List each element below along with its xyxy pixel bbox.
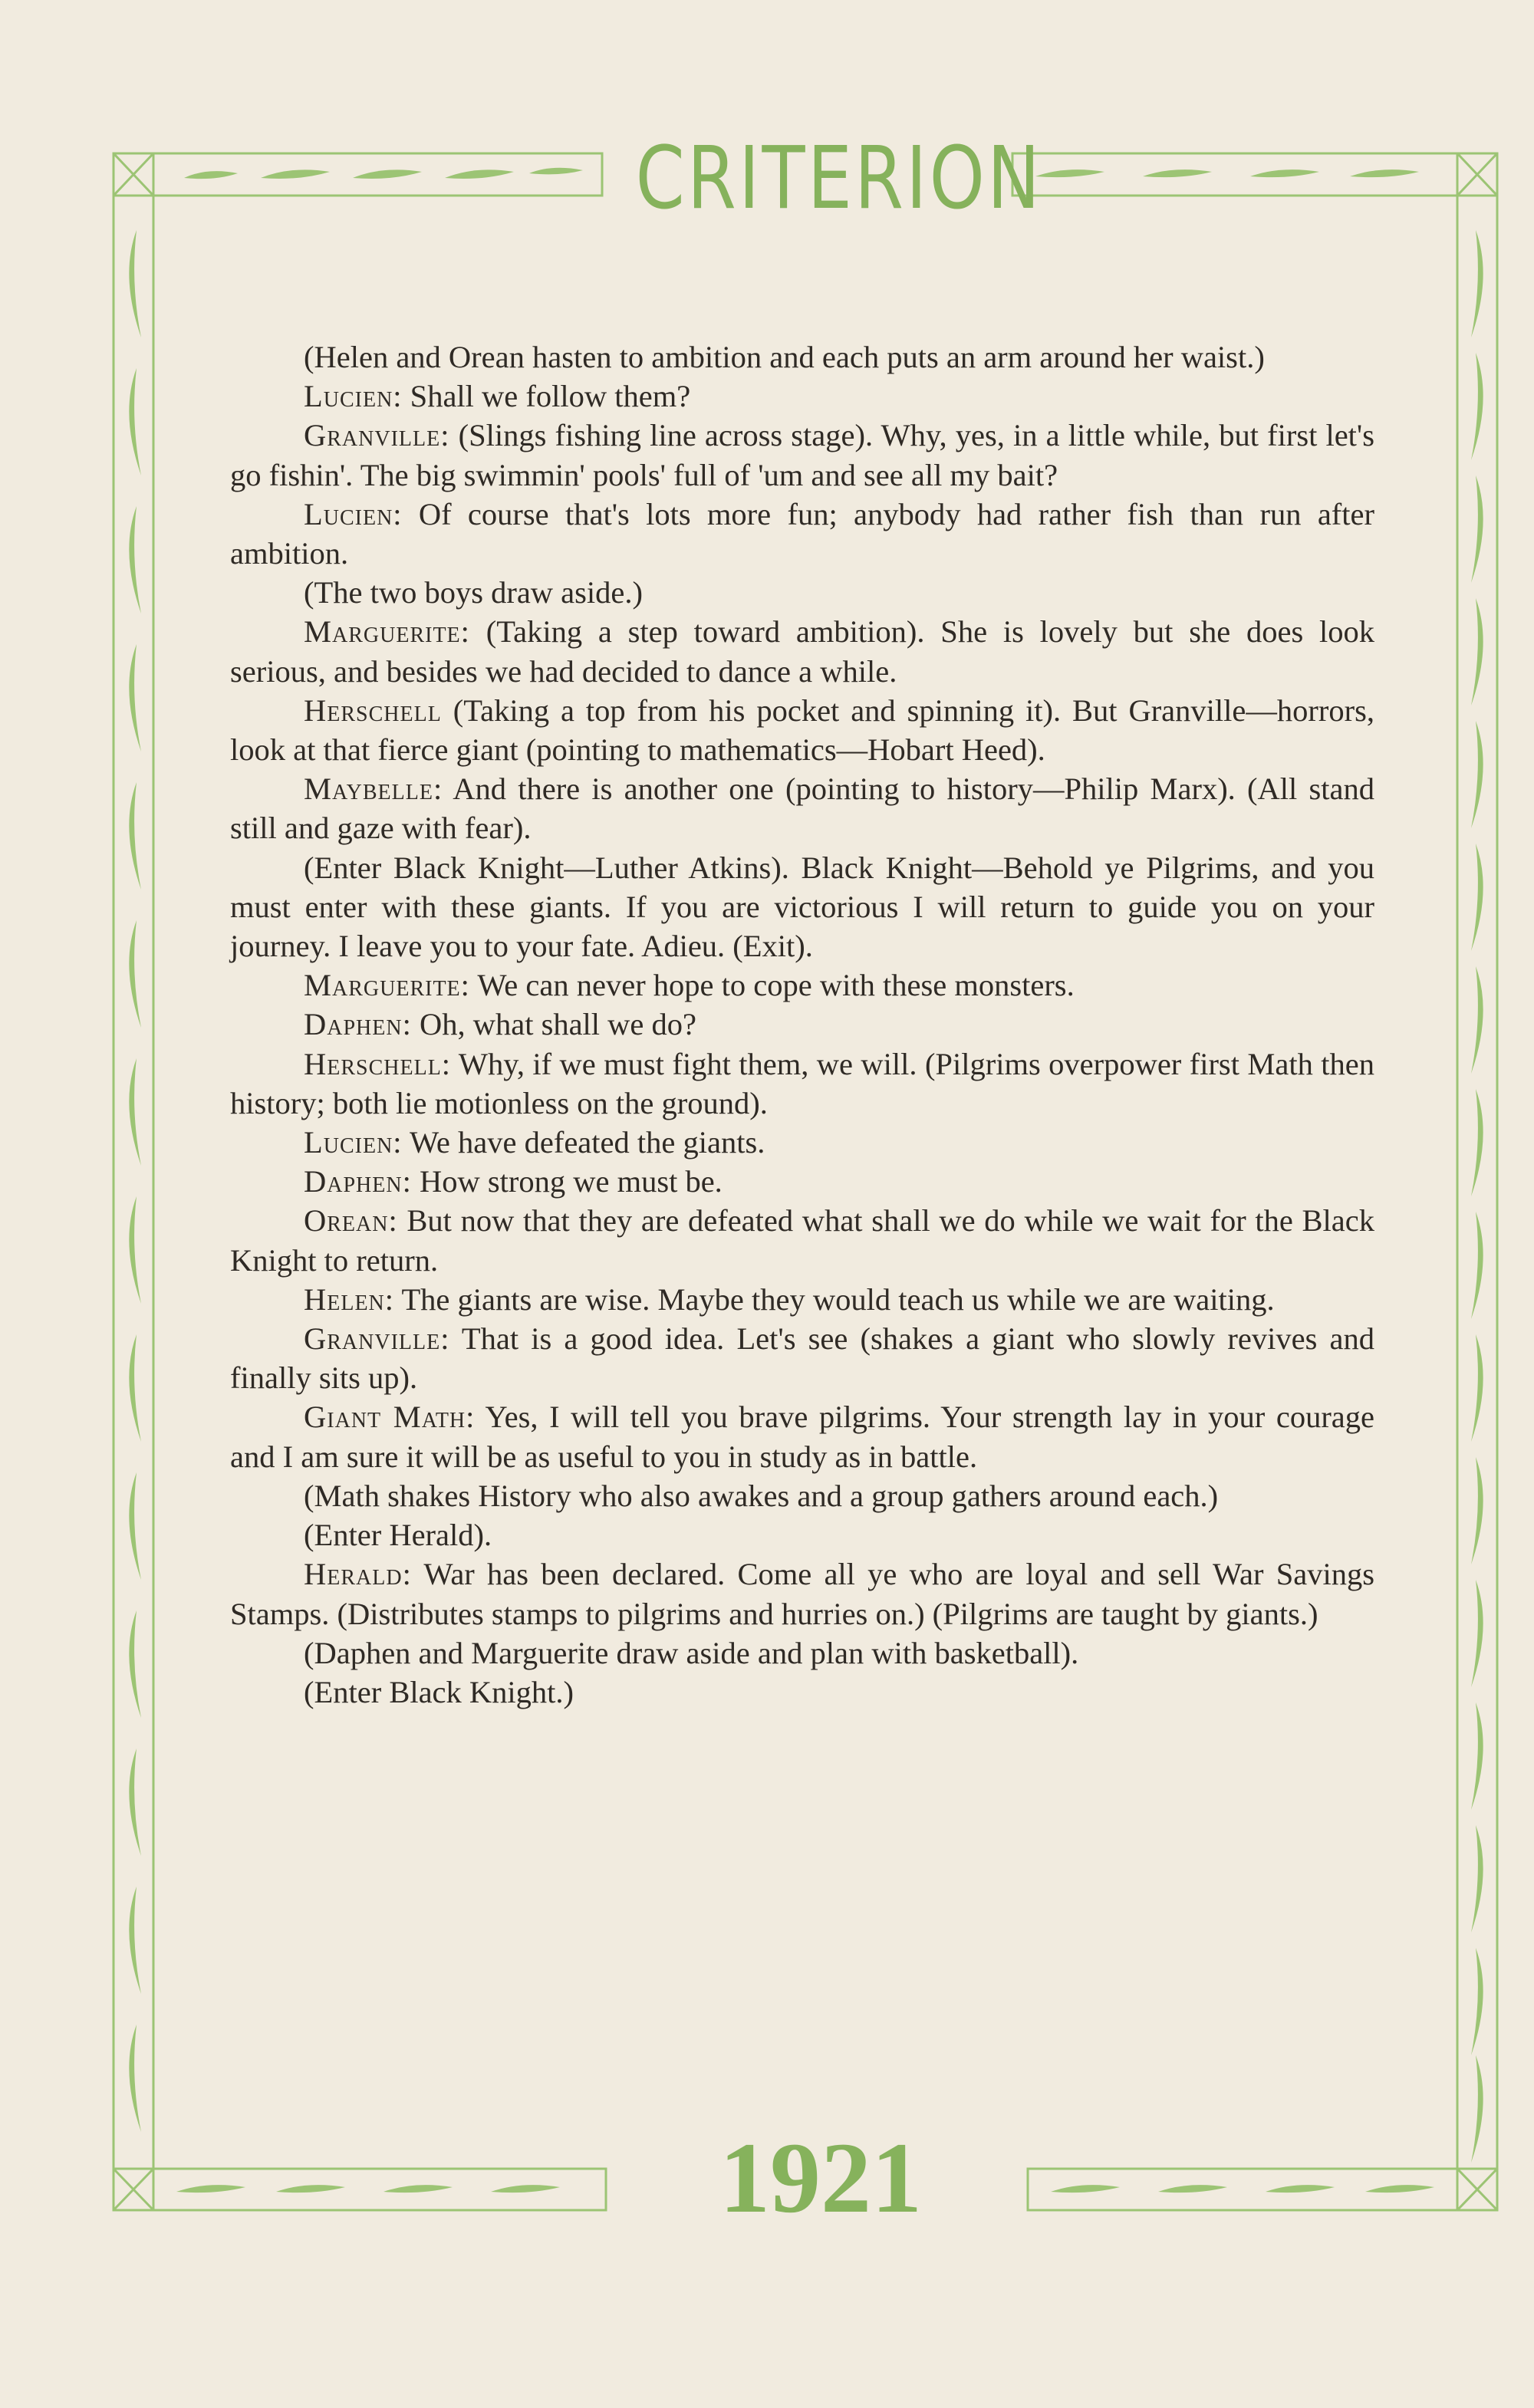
paragraph-text: Oh, what shall we do? [419, 1007, 697, 1042]
speaker-name: Orean: [304, 1203, 398, 1239]
paragraph [230, 1673, 1374, 1712]
paragraph [230, 1162, 1374, 1201]
paragraph-text: We have defeated the giants. [409, 1125, 765, 1160]
paragraph [230, 573, 1374, 612]
paragraph-text: War has been declared. Come all ye who are loyal and sell War Savings Stamps. (Distributes stamps to pilgrims and hurries on.) (Pilgrims are taught by giants.) [230, 1557, 1374, 1631]
paragraph-text: How strong we must be. [419, 1164, 723, 1199]
paragraph [230, 966, 1374, 1005]
paragraph [230, 1123, 1374, 1162]
paragraph-text: But now that they are defeated what shall we do while we wait for the Black Knight to return. [230, 1203, 1375, 1278]
paragraph-text: Of course that's lots more fun; anybody had rather fish than run after ambition. [230, 496, 1374, 571]
paragraph-text: (Taking a top from his pocket and spinning it). But Granville—horrors, look at that fierce giant (pointing to mathematics—Hobart Heed). [230, 692, 1374, 768]
paragraph [230, 1515, 1374, 1554]
paragraph [230, 848, 1374, 966]
paragraph [230, 1554, 1374, 1633]
speaker-name: Lucien: [304, 379, 403, 414]
paragraph [230, 1044, 1374, 1123]
paragraph-text: (Taking a step toward ambition). She is lovely but she does look serious, and besides we had decided to dance a while. [230, 614, 1375, 689]
paragraph [230, 612, 1374, 690]
speaker-name: Lucien: [304, 1125, 403, 1160]
paragraph [230, 377, 1374, 416]
paragraph-text: The giants are wise. Maybe they would teach us while we are waiting. [401, 1281, 1275, 1317]
speaker-name: Granville: [304, 1321, 450, 1357]
paragraph [230, 1005, 1374, 1044]
paragraph-text: (Math shakes History who also awakes and a group gathers around each.) [304, 1478, 1219, 1513]
speaker-name: Helen: [304, 1281, 395, 1317]
paragraph [230, 1633, 1374, 1673]
speaker-name: Daphen: [304, 1007, 412, 1042]
paragraph-text: And there is another one (pointing to history—Philip Marx). (All stand still and gaze with fear). [230, 771, 1374, 846]
paragraph [230, 495, 1374, 573]
speaker-name: Granville: [304, 418, 450, 453]
paragraph-text: We can never hope to cope with these monsters. [477, 968, 1075, 1003]
paragraph-text: Yes, I will tell you brave pilgrims. Your strength lay in your courage and I am sure it will be as useful to you in study as in battle. [230, 1400, 1375, 1474]
paragraph [230, 1397, 1374, 1475]
paragraph-text: Why, if we must fight them, we will. (Pilgrims overpower first Math then history; both lie motionless on the ground). [230, 1046, 1374, 1120]
paragraph [230, 416, 1374, 494]
page-header-title: CRITERION [635, 129, 1043, 229]
paragraph [230, 769, 1374, 847]
paragraph [230, 1201, 1374, 1279]
paragraph [230, 691, 1374, 769]
paragraph-text: (Slings fishing line across stage). Why, yes, in a little while, but first let's go fishin'. The big swimmin' pools' full of 'um and see all my bait? [230, 418, 1374, 492]
speaker-name: Marguerite: [304, 614, 470, 650]
speaker-name: Herschell [304, 692, 442, 728]
paragraph-text: (The two boys draw aside.) [304, 575, 643, 610]
script-text [230, 337, 1374, 1712]
speaker-name: Herald: [304, 1557, 412, 1592]
paragraph [230, 1280, 1374, 1319]
paragraph-text: (Helen and Orean hasten to ambition and each puts an arm around her waist.) [304, 340, 1265, 374]
paragraph-text: (Enter Herald). [304, 1518, 492, 1553]
paragraph-text: Shall we follow them? [410, 379, 691, 414]
paragraph-text: (Enter Black Knight.) [304, 1674, 574, 1709]
speaker-name: Giant Math: [304, 1400, 476, 1435]
paragraph-text: That is a good idea. Let's see (shakes a giant who slowly revives and finally sits up). [230, 1321, 1374, 1396]
speaker-name: Marguerite: [304, 968, 470, 1003]
paragraph-text: (Daphen and Marguerite draw aside and plan with basketball). [304, 1635, 1079, 1670]
paragraph-text: (Enter Black Knight—Luther Atkins). Black Knight—Behold ye Pilgrims, and you must enter with these giants. If you are victorious I will return to guide you on your journey. I leave you to your fate. Adieu. (Exit). [230, 850, 1374, 964]
paragraph [230, 1319, 1374, 1397]
speaker-name: Herschell: [304, 1046, 452, 1081]
speaker-name: Daphen: [304, 1164, 412, 1199]
paragraph [230, 337, 1374, 377]
speaker-name: Lucien: [304, 496, 403, 531]
footer-year: 1921 [719, 2121, 922, 2234]
paragraph [230, 1476, 1374, 1515]
speaker-name: Maybelle: [304, 771, 443, 807]
